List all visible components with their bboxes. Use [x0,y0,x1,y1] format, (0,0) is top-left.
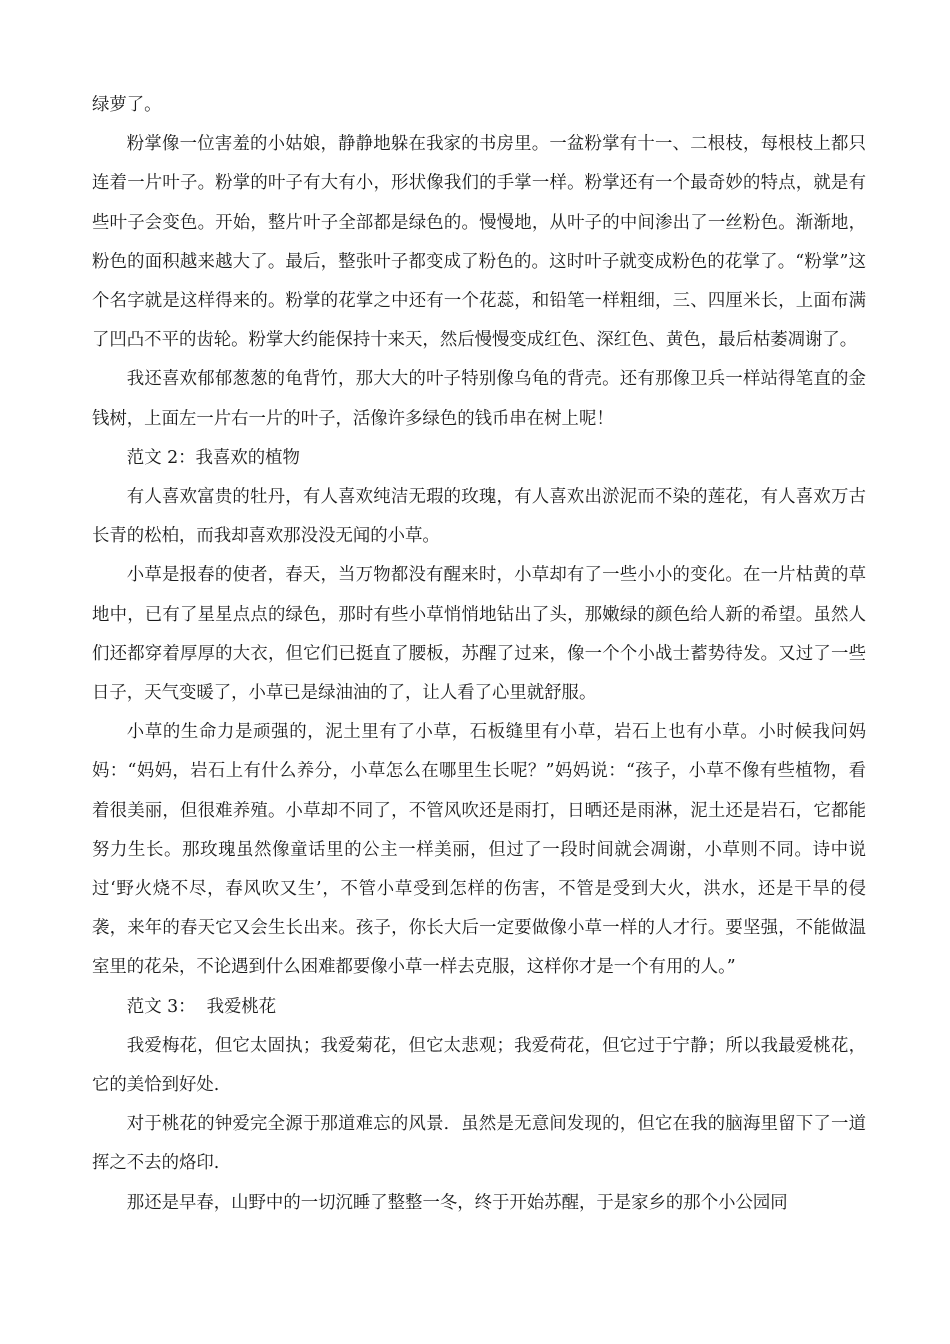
section-heading-fanwen-2: 范文 2：我喜欢的植物 [126,447,300,468]
document-body [92,86,866,1223]
paragraph-continuation: 绿萝了。 [92,95,162,115]
paragraph-taohua-intro: 我爱梅花，但它太固执；我爱菊花，但它太悲观；我爱荷花，但它过于宁静；所以我最爱桃花，它的美恰到好处. [92,1035,866,1096]
paragraph-taohua-spring: 那还是早春，山野中的一切沉睡了整整一冬，终于开始苏醒，于是家乡的那个小公园同 [126,1192,788,1213]
paragraph-xicao-spring: 小草是报春的使者，春天，当万物都没有醒来时，小草却有了一些小小的变化。在一片枯黄的草地中，已有了星星点点的绿色，那时有些小草悄悄地钻出了头，那嫩绿的颜色给人新的希望。虽然人们还都穿着厚厚的大衣，但它们已挺直了腰板，苏醒了过来，像一个个小战士蓄势待发。又过了一些日子，天气变暖了，小草已是绿油油的了，让人看了心里就舒服。 [92,565,866,704]
paragraph-fenzhang: 粉掌像一位害羞的小姑娘，静静地躲在我家的书房里。一盆粉掌有十一、二根枝，每根枝上都只连着一片叶子。粉掌的叶子有大有小，形状像我们的手掌一样。粉掌还有一个最奇妙的特点，就是有些叶子会变色。开始，整片叶子全部都是绿色的。慢慢地，从叶子的中间渗出了一丝粉色。渐渐地，粉色的面积越来越大了。最后，整张叶子都变成了粉色的。这时叶子就变成粉色的花掌了。“粉掌”这个名字就是这样得来的。粉掌的花掌之中还有一个花蕊，和铅笔一样粗细，三、四厘米长，上面布满了凹凸不平的齿轮。粉掌大约能保持十来天，然后慢慢变成红色、深红色、黄色，最后枯萎凋谢了。 [92,134,866,351]
section-heading-fanwen-3: 范文 3： 我爱桃花 [126,996,277,1017]
paragraph-xicao-intro: 有人喜欢富贵的牡丹，有人喜欢纯洁无瑕的玫瑰，有人喜欢出淤泥而不染的莲花，有人喜欢万古长青的松柏，而我却喜欢那没没无闻的小草。 [92,487,866,547]
paragraph-guibeizhu: 我还喜欢郁郁葱葱的龟背竹，那大大的叶子特别像乌龟的背壳。还有那像卫兵一样站得笔直的金钱树，上面左一片右一片的叶子，活像许多绿色的钱币串在树上呢！ [92,369,866,429]
paragraph-xicao-vitality: 小草的生命力是顽强的，泥土里有了小草，石板缝里有小草，岩石上也有小草。小时候我问妈妈：“妈妈，岩石上有什么养分，小草怎么在哪里生长呢？”妈妈说：“孩子，小草不像有些植物，看着很美丽，但很难养殖。小草却不同了，不管风吹还是雨打，日晒还是雨淋，泥土还是岩石，它都能努力生长。那玫瑰虽然像童话里的公主一样美丽，但过了一段时间就会凋谢，小草则不同。诗中说过‘野火烧不尽，春风吹又生’，不管小草受到怎样的伤害，不管是受到大火，洪水，还是干旱的侵袭，来年的春天它又会生长出来。孩子，你长大后一定要做像小草一样的人才行。要坚强，不能做温室里的花朵，不论遇到什么困难都要像小草一样去克服，这样你才是一个有用的人。” [92,722,866,978]
paragraph-taohua-memory: 对于桃花的钟爱完全源于那道难忘的风景．虽然是无意间发现的，但它在我的脑海里留下了一道挥之不去的烙印. [92,1114,866,1174]
